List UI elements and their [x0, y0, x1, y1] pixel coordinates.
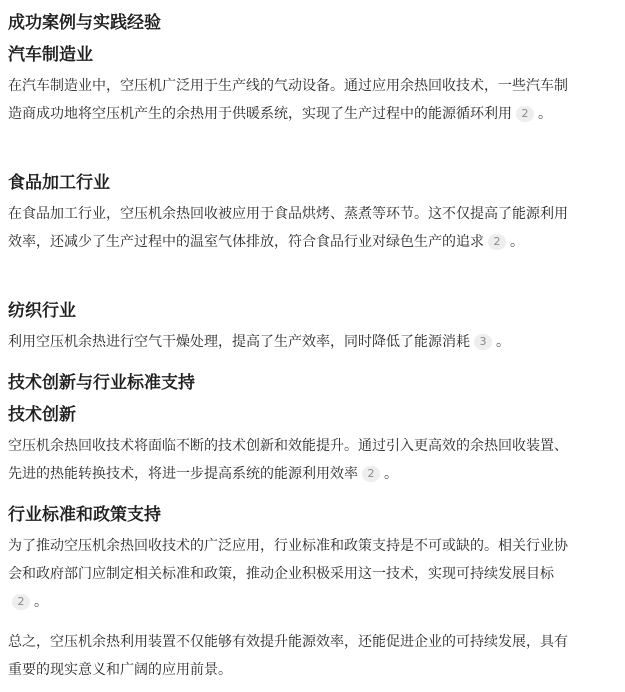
paragraph-tech-text: 空压机余热回收技术将面临不断的技术创新和效能提升。通过引入更高效的余热回收装置、先进的热能转换技术，将进一步提高系统的能源利用效率: [8, 438, 568, 482]
citation-badge[interactable]: 2: [362, 466, 380, 482]
paragraph-end: 。: [538, 106, 552, 122]
citation-badge[interactable]: 3: [474, 334, 492, 350]
section-title-innovation: 技术创新与行业标准支持: [8, 373, 195, 393]
paragraph-end: 。: [384, 466, 398, 482]
citation-badge[interactable]: 2: [488, 234, 506, 250]
paragraph-food-text: 在食品加工行业，空压机余热回收被应用于食品烘烤、蒸煮等环节。这不仅提高了能源利用效率，还减少了生产过程中的温室气体排放，符合食品行业对绿色生产的追求: [8, 206, 568, 250]
paragraph-summary: 总之，空压机余热利用装置不仅能够有效提升能源效率，还能促进企业的可持续发展，具有重要的现实意义和广阔的应用前景。: [8, 634, 568, 678]
subsection-title-auto: 汽车制造业: [8, 45, 93, 65]
subsection-title-textile: 纺织行业: [8, 301, 76, 321]
paragraph-end: 。: [510, 234, 524, 250]
paragraph-food: [8, 200, 576, 256]
paragraph-auto: [8, 72, 576, 128]
section-title-cases: 成功案例与实践经验: [8, 13, 161, 33]
paragraph-policy-text: 为了推动空压机余热回收技术的广泛应用，行业标准和政策支持是不可或缺的。相关行业协会和政府部门应制定相关标准和政策，推动企业积极采用这一技术，实现可持续发展目标: [8, 538, 568, 582]
paragraph-textile: [8, 328, 576, 356]
paragraph-policy: [8, 532, 576, 616]
paragraph-textile-text: 利用空压机余热进行空气干燥处理，提高了生产效率，同时降低了能源消耗: [8, 334, 470, 350]
paragraph-tech: [8, 432, 576, 488]
citation-badge[interactable]: 2: [12, 594, 30, 610]
paragraph-end: 。: [34, 594, 48, 610]
subsection-title-policy: 行业标准和政策支持: [8, 505, 161, 525]
citation-badge[interactable]: 2: [516, 106, 534, 122]
subsection-title-tech: 技术创新: [8, 405, 76, 425]
paragraph-end: 。: [496, 334, 510, 350]
paragraph-auto-text: 在汽车制造业中，空压机广泛用于生产线的气动设备。通过应用余热回收技术，一些汽车制造商成功地将空压机产生的余热用于供暖系统，实现了生产过程中的能源循环利用: [8, 78, 568, 122]
subsection-title-food: 食品加工行业: [8, 173, 110, 193]
